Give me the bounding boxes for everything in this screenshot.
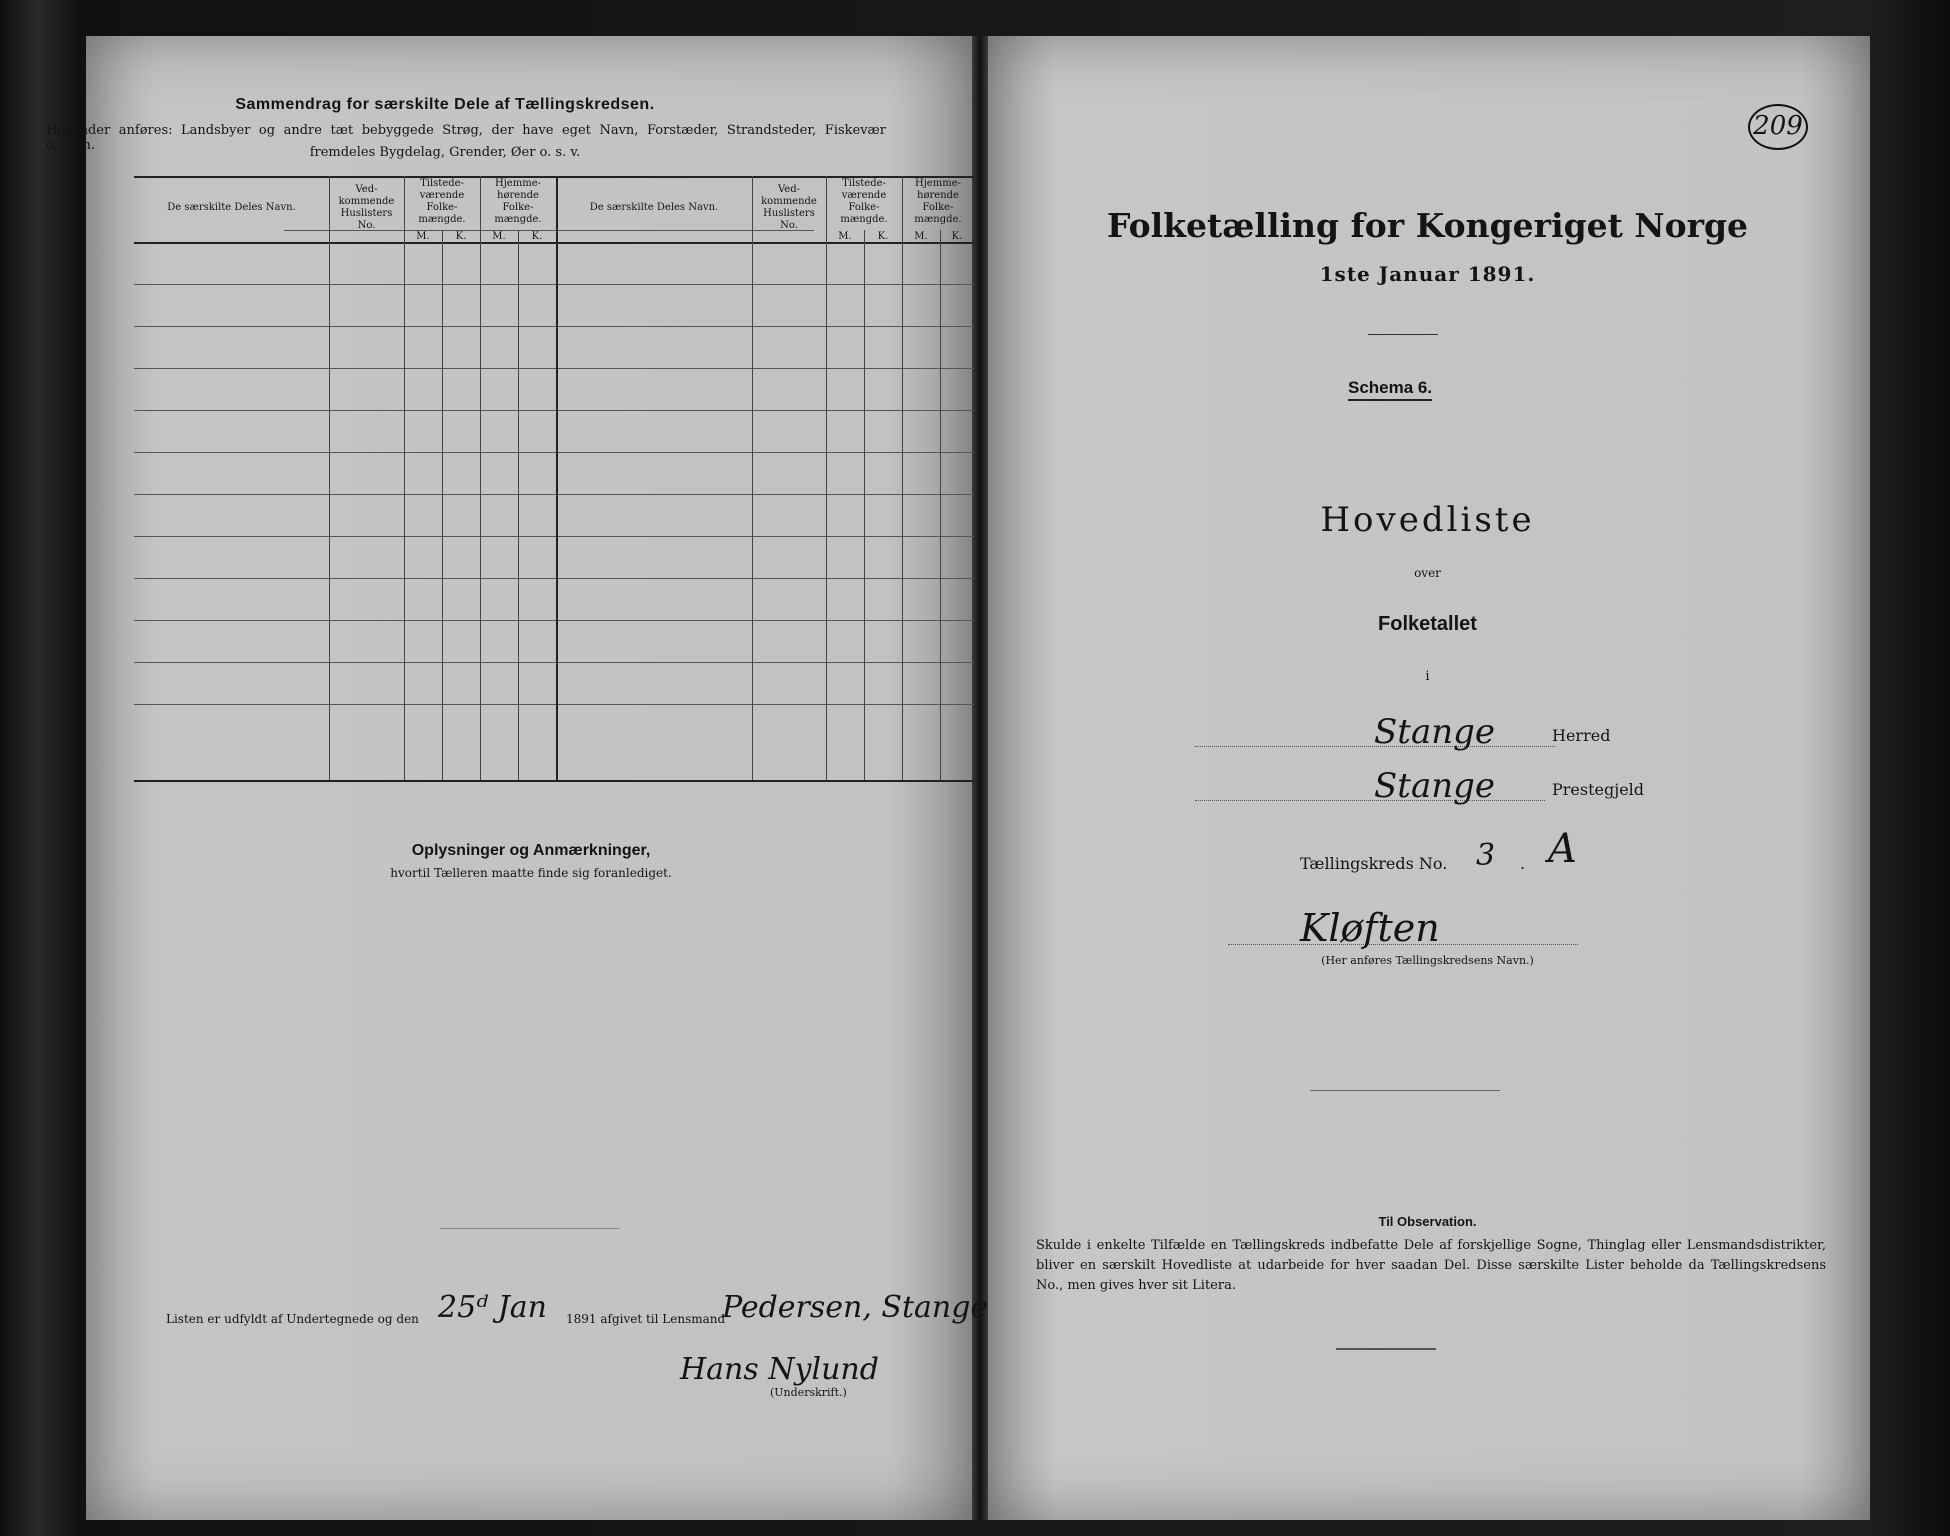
summary-subtitle-line2: fremdeles Bygdelag, Grender, Øer o. s. v. — [309, 145, 581, 160]
handwritten-signer: Hans Nylund — [680, 1352, 879, 1387]
summary-title: Sammendrag for særskilte Dele af Tællingskredsen. — [235, 96, 655, 113]
col-header-m: M. — [416, 231, 430, 242]
notes-subtitle: hvortil Tælleren maatte finde sig foranlediget. — [390, 866, 672, 880]
folketallet-title: Folketallet — [1378, 613, 1477, 635]
handwritten-date: 25ᵈ Jan — [438, 1290, 547, 1325]
notes-title: Oplysninger og Anmærkninger, — [411, 842, 651, 859]
page-number-stamp: 209 — [1748, 104, 1808, 150]
col-header-k: K. — [455, 231, 467, 242]
handwritten-herred: Stange — [1374, 712, 1496, 752]
col-header-k: K. — [531, 231, 543, 242]
kreds-label: Tællingskreds No. — [1300, 854, 1448, 873]
handwritten-prestegjeld: Stange — [1374, 766, 1496, 806]
hovedliste-title: Hovedliste — [1320, 500, 1535, 540]
col-header-huslister: Ved- kommende Huslisters No. — [338, 184, 395, 231]
col-header-m: M. — [914, 231, 928, 242]
kreds-dot: . — [1520, 854, 1526, 873]
observation-title: Til Observation. — [1378, 1214, 1477, 1229]
signature-text-2: 1891 afgivet til Lensmand — [566, 1312, 726, 1326]
col-header-hjemme: Hjemme- hørende Folke- mængde. — [914, 178, 962, 225]
col-header-huslister: Ved- kommende Huslisters No. — [761, 184, 817, 231]
col-header-m: M. — [492, 231, 506, 242]
census-title: Folketælling for Kongeriget Norge — [1106, 206, 1749, 245]
observation-body: Skulde i enkelte Tilfælde en Tællingskreds indbefatte Dele af forskjellige Sogne, Thinglag eller Lensmandsdistrikter, bliver en særskilt Hovedliste at udarbeide for hver saadan Del. Disse særskilte Lister beholde da Tællingskredsens No., men gives hver sit Litera. — [1036, 1238, 1826, 1293]
handwritten-kreds-name: Kløften — [1300, 906, 1440, 950]
col-header-name: De særskilte Deles Navn. — [589, 202, 719, 213]
underskrift-caption: (Underskrift.) — [770, 1386, 847, 1399]
col-header-tilstede: Tilstede- værende Folke- mængde. — [840, 178, 888, 225]
col-header-name: De særskilte Deles Navn. — [167, 202, 296, 213]
col-header-k: K. — [951, 231, 963, 242]
schema-label: Schema 6. — [1348, 378, 1432, 401]
handwritten-lensmand: Pedersen, Stange — [722, 1290, 989, 1325]
handwritten-kreds-number: 3 — [1476, 838, 1496, 873]
i-text: i — [1425, 669, 1430, 684]
summary-table — [134, 176, 974, 784]
col-header-tilstede: Tilstede- værende Folke- mængde. — [418, 178, 466, 225]
herred-label: Herred — [1552, 726, 1611, 745]
signature-text-1: Listen er udfyldt af Undertegnede og den — [166, 1312, 419, 1326]
census-date: 1ste Januar 1891. — [1319, 262, 1536, 286]
over-text: over — [1414, 566, 1441, 580]
col-header-k: K. — [877, 231, 889, 242]
handwritten-kreds-letter: A — [1548, 826, 1577, 872]
kreds-name-caption: (Her anføres Tællingskredsens Navn.) — [1321, 954, 1534, 967]
col-header-hjemme: Hjemme- hørende Folke- mængde. — [494, 178, 542, 225]
prestegjeld-label: Prestegjeld — [1552, 780, 1645, 799]
summary-subtitle-line1: Herunder anføres: Landsbyer og andre tæt bebyggede Strøg, der have eget Navn, Forstæder, Strandsteder, Fiskevær o. lign. — [46, 123, 886, 153]
col-header-m: M. — [838, 231, 852, 242]
